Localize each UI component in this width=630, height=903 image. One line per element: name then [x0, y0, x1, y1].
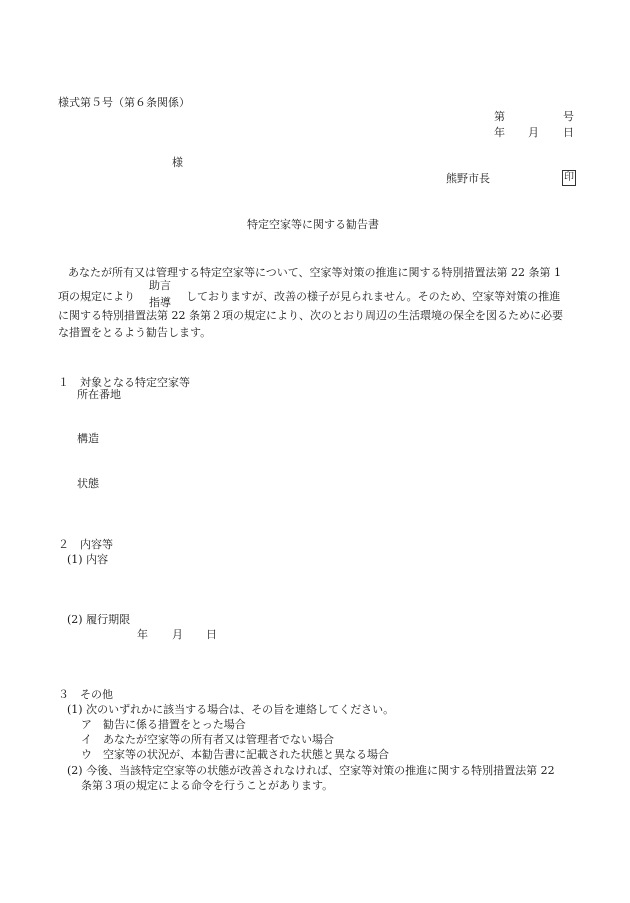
- body-line-2-prefix: 項の規定により: [58, 290, 135, 303]
- document-title: 特定空家等に関する勧告書: [247, 218, 379, 231]
- date-day: 日: [563, 126, 574, 139]
- section-1-heading: １ 対象となる特定空家等: [58, 376, 190, 389]
- choice-guidance: 指導: [149, 296, 171, 309]
- deadline-year: 年: [137, 628, 148, 641]
- doc-number-go: 号: [563, 110, 574, 123]
- section-2-heading: ２ 内容等: [58, 538, 113, 551]
- deadline-month: 月: [172, 628, 183, 641]
- form-label: 様式第５号（第６条関係）: [58, 96, 190, 109]
- other-sub-i: イ あなたが空家等の所有者又は管理者でない場合: [81, 733, 334, 746]
- content-label: (1) 内容: [67, 553, 109, 566]
- date-month: 月: [528, 126, 539, 139]
- deadline-label: (2) 履行期限: [67, 613, 131, 626]
- body-line-1: あなたが所有又は管理する特定空家等について、空家等対策の推進に関する特別措置法第 22 条第 1: [68, 266, 562, 279]
- seal-mark: 印: [562, 170, 576, 186]
- deadline-day: 日: [206, 628, 217, 641]
- body-line-4: な措置をとるよう勧告します。: [58, 326, 212, 339]
- other-item-2-line-2: 条第３項の規定による命令を行うことがあります。: [81, 779, 334, 792]
- other-sub-a: ア 勧告に係る措置をとった場合: [81, 718, 246, 731]
- doc-number-dai: 第: [494, 110, 505, 123]
- other-sub-u: ウ 空家等の状況が、本勧告書に記載された状態と異なる場合: [81, 748, 389, 761]
- choice-advice: 助言: [149, 279, 171, 292]
- other-item-2-line-1: (2) 今後、当該特定空家等の状態が改善されなければ、空家等対策の推進に関する特別措置法第 22: [67, 764, 555, 777]
- state-label: 状態: [77, 477, 99, 490]
- section-3-heading: ３ その他: [58, 688, 113, 701]
- body-line-2-suffix: しておりますが、改善の様子が見られません。そのため、空家等対策の推進: [186, 290, 561, 303]
- body-line-3: に関する特別措置法第 22 条第２項の規定により、次のとおり周辺の生活環境の保全を図るために必要: [58, 309, 563, 322]
- other-item-1: (1) 次のいずれかに該当する場合は、その旨を連絡してください。: [67, 703, 395, 716]
- issuer-name: 熊野市長: [446, 172, 490, 185]
- date-year: 年: [494, 126, 505, 139]
- structure-label: 構造: [77, 432, 99, 445]
- addressee-suffix: 様: [172, 156, 183, 169]
- location-label: 所在番地: [77, 388, 121, 401]
